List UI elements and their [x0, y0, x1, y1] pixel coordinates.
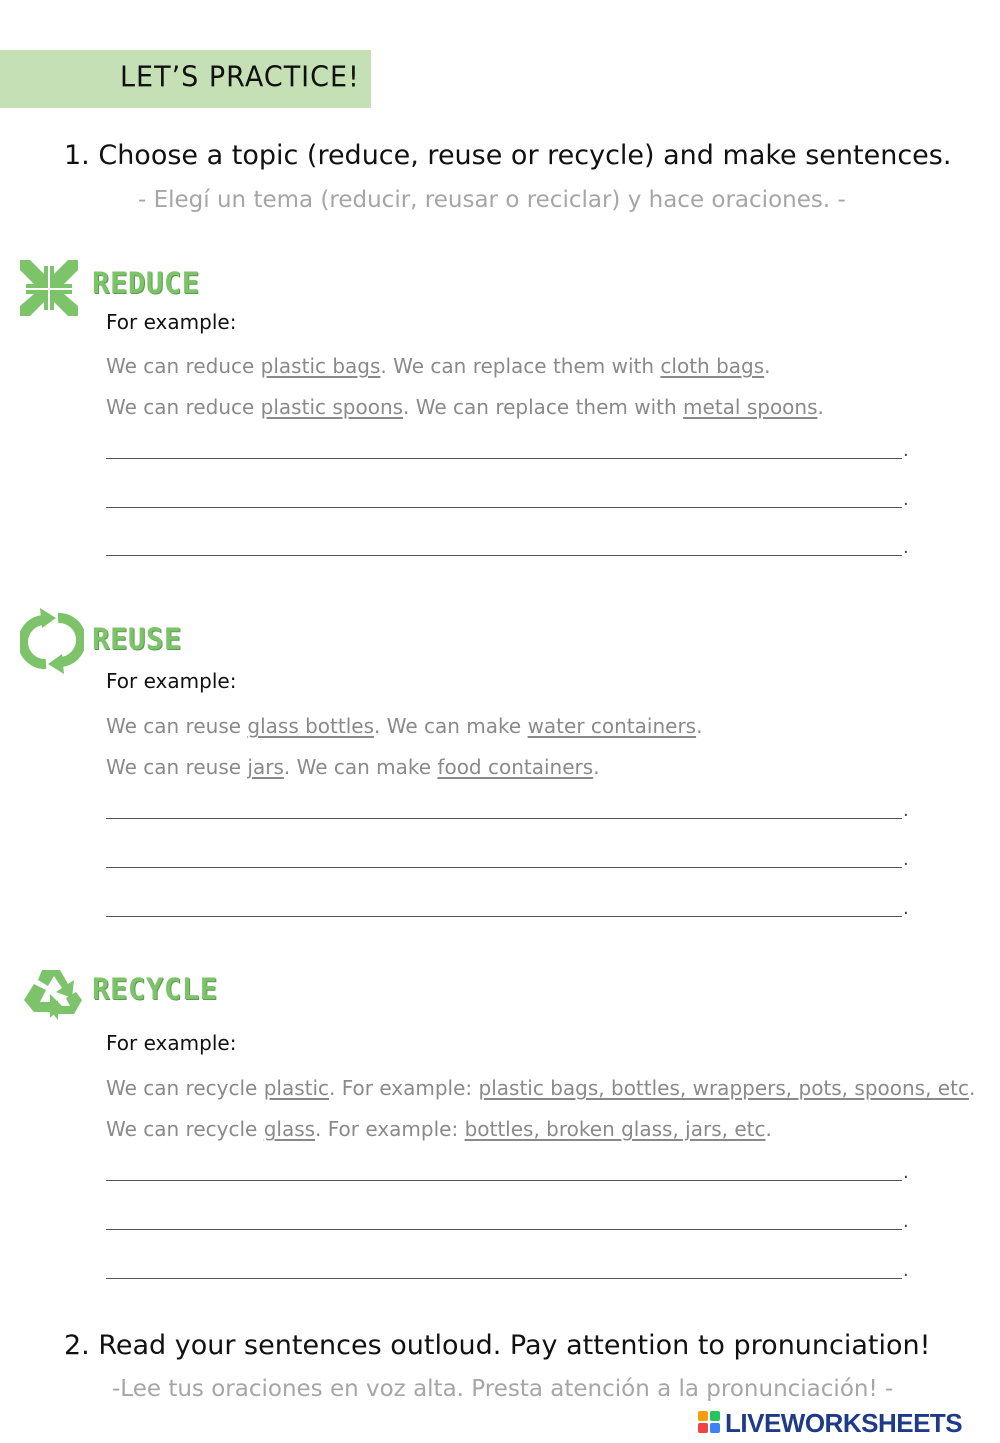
reduce-answer-line-3[interactable]: [106, 555, 902, 556]
recycle-example-2: We can recycle glass. For example: bottles, broken glass, jars, etc.: [106, 1117, 772, 1141]
recycle-icon: [20, 966, 86, 1026]
line-end-dot: .: [903, 849, 909, 870]
banner-title: LET’S PRACTICE!: [120, 61, 360, 94]
question-2-title: 2. Read your sentences outloud. Pay attention to pronunciation!: [64, 1330, 931, 1361]
recycle-answer-line-2[interactable]: [106, 1229, 902, 1230]
recycle-example-1: We can recycle plastic. For example: plastic bags, bottles, wrappers, pots, spoons, etc.: [106, 1076, 976, 1100]
reduce-heading: REDUCE: [92, 266, 200, 300]
line-end-dot: .: [903, 1162, 909, 1183]
question-1-subtitle: - Elegí un tema (reducir, reusar o reciclar) y hace oraciones. -: [138, 187, 846, 213]
reuse-heading: REUSE: [92, 622, 182, 656]
question-2-subtitle: -Lee tus oraciones en voz alta. Presta atención a la pronunciación! -: [112, 1376, 894, 1402]
circular-arrows-icon: [20, 606, 84, 676]
recycle-heading: RECYCLE: [92, 972, 218, 1006]
logo-mark-icon: [698, 1411, 722, 1435]
reduce-answer-line-1[interactable]: [106, 458, 902, 459]
line-end-dot: .: [903, 1260, 909, 1281]
reuse-for-example: For example:: [106, 669, 237, 693]
question-1-title: 1. Choose a topic (reduce, reuse or recycle) and make sentences.: [64, 140, 952, 171]
reuse-example-1: We can reuse glass bottles. We can make water containers.: [106, 714, 703, 738]
line-end-dot: .: [903, 489, 909, 510]
line-end-dot: .: [903, 1211, 909, 1232]
line-end-dot: .: [903, 440, 909, 461]
reuse-example-2: We can reuse jars. We can make food containers.: [106, 755, 600, 779]
line-end-dot: .: [903, 800, 909, 821]
line-end-dot: .: [903, 537, 909, 558]
reuse-answer-line-1[interactable]: [106, 818, 902, 819]
liveworksheets-logo[interactable]: [698, 1408, 962, 1438]
reduce-example-1: We can reduce plastic bags. We can replace them with cloth bags.: [106, 354, 771, 378]
reduce-for-example: For example:: [106, 310, 237, 334]
reuse-answer-line-3[interactable]: [106, 916, 902, 917]
recycle-answer-line-1[interactable]: [106, 1180, 902, 1181]
reduce-example-2: We can reduce plastic spoons. We can replace them with metal spoons.: [106, 395, 824, 419]
recycle-answer-line-3[interactable]: [106, 1278, 902, 1279]
logo-text: LIVEWORKSHEETS: [725, 1407, 963, 1438]
reuse-answer-line-2[interactable]: [106, 867, 902, 868]
arrows-inward-icon: [18, 258, 80, 318]
recycle-for-example: For example:: [106, 1031, 237, 1055]
line-end-dot: .: [903, 898, 909, 919]
reduce-answer-line-2[interactable]: [106, 507, 902, 508]
